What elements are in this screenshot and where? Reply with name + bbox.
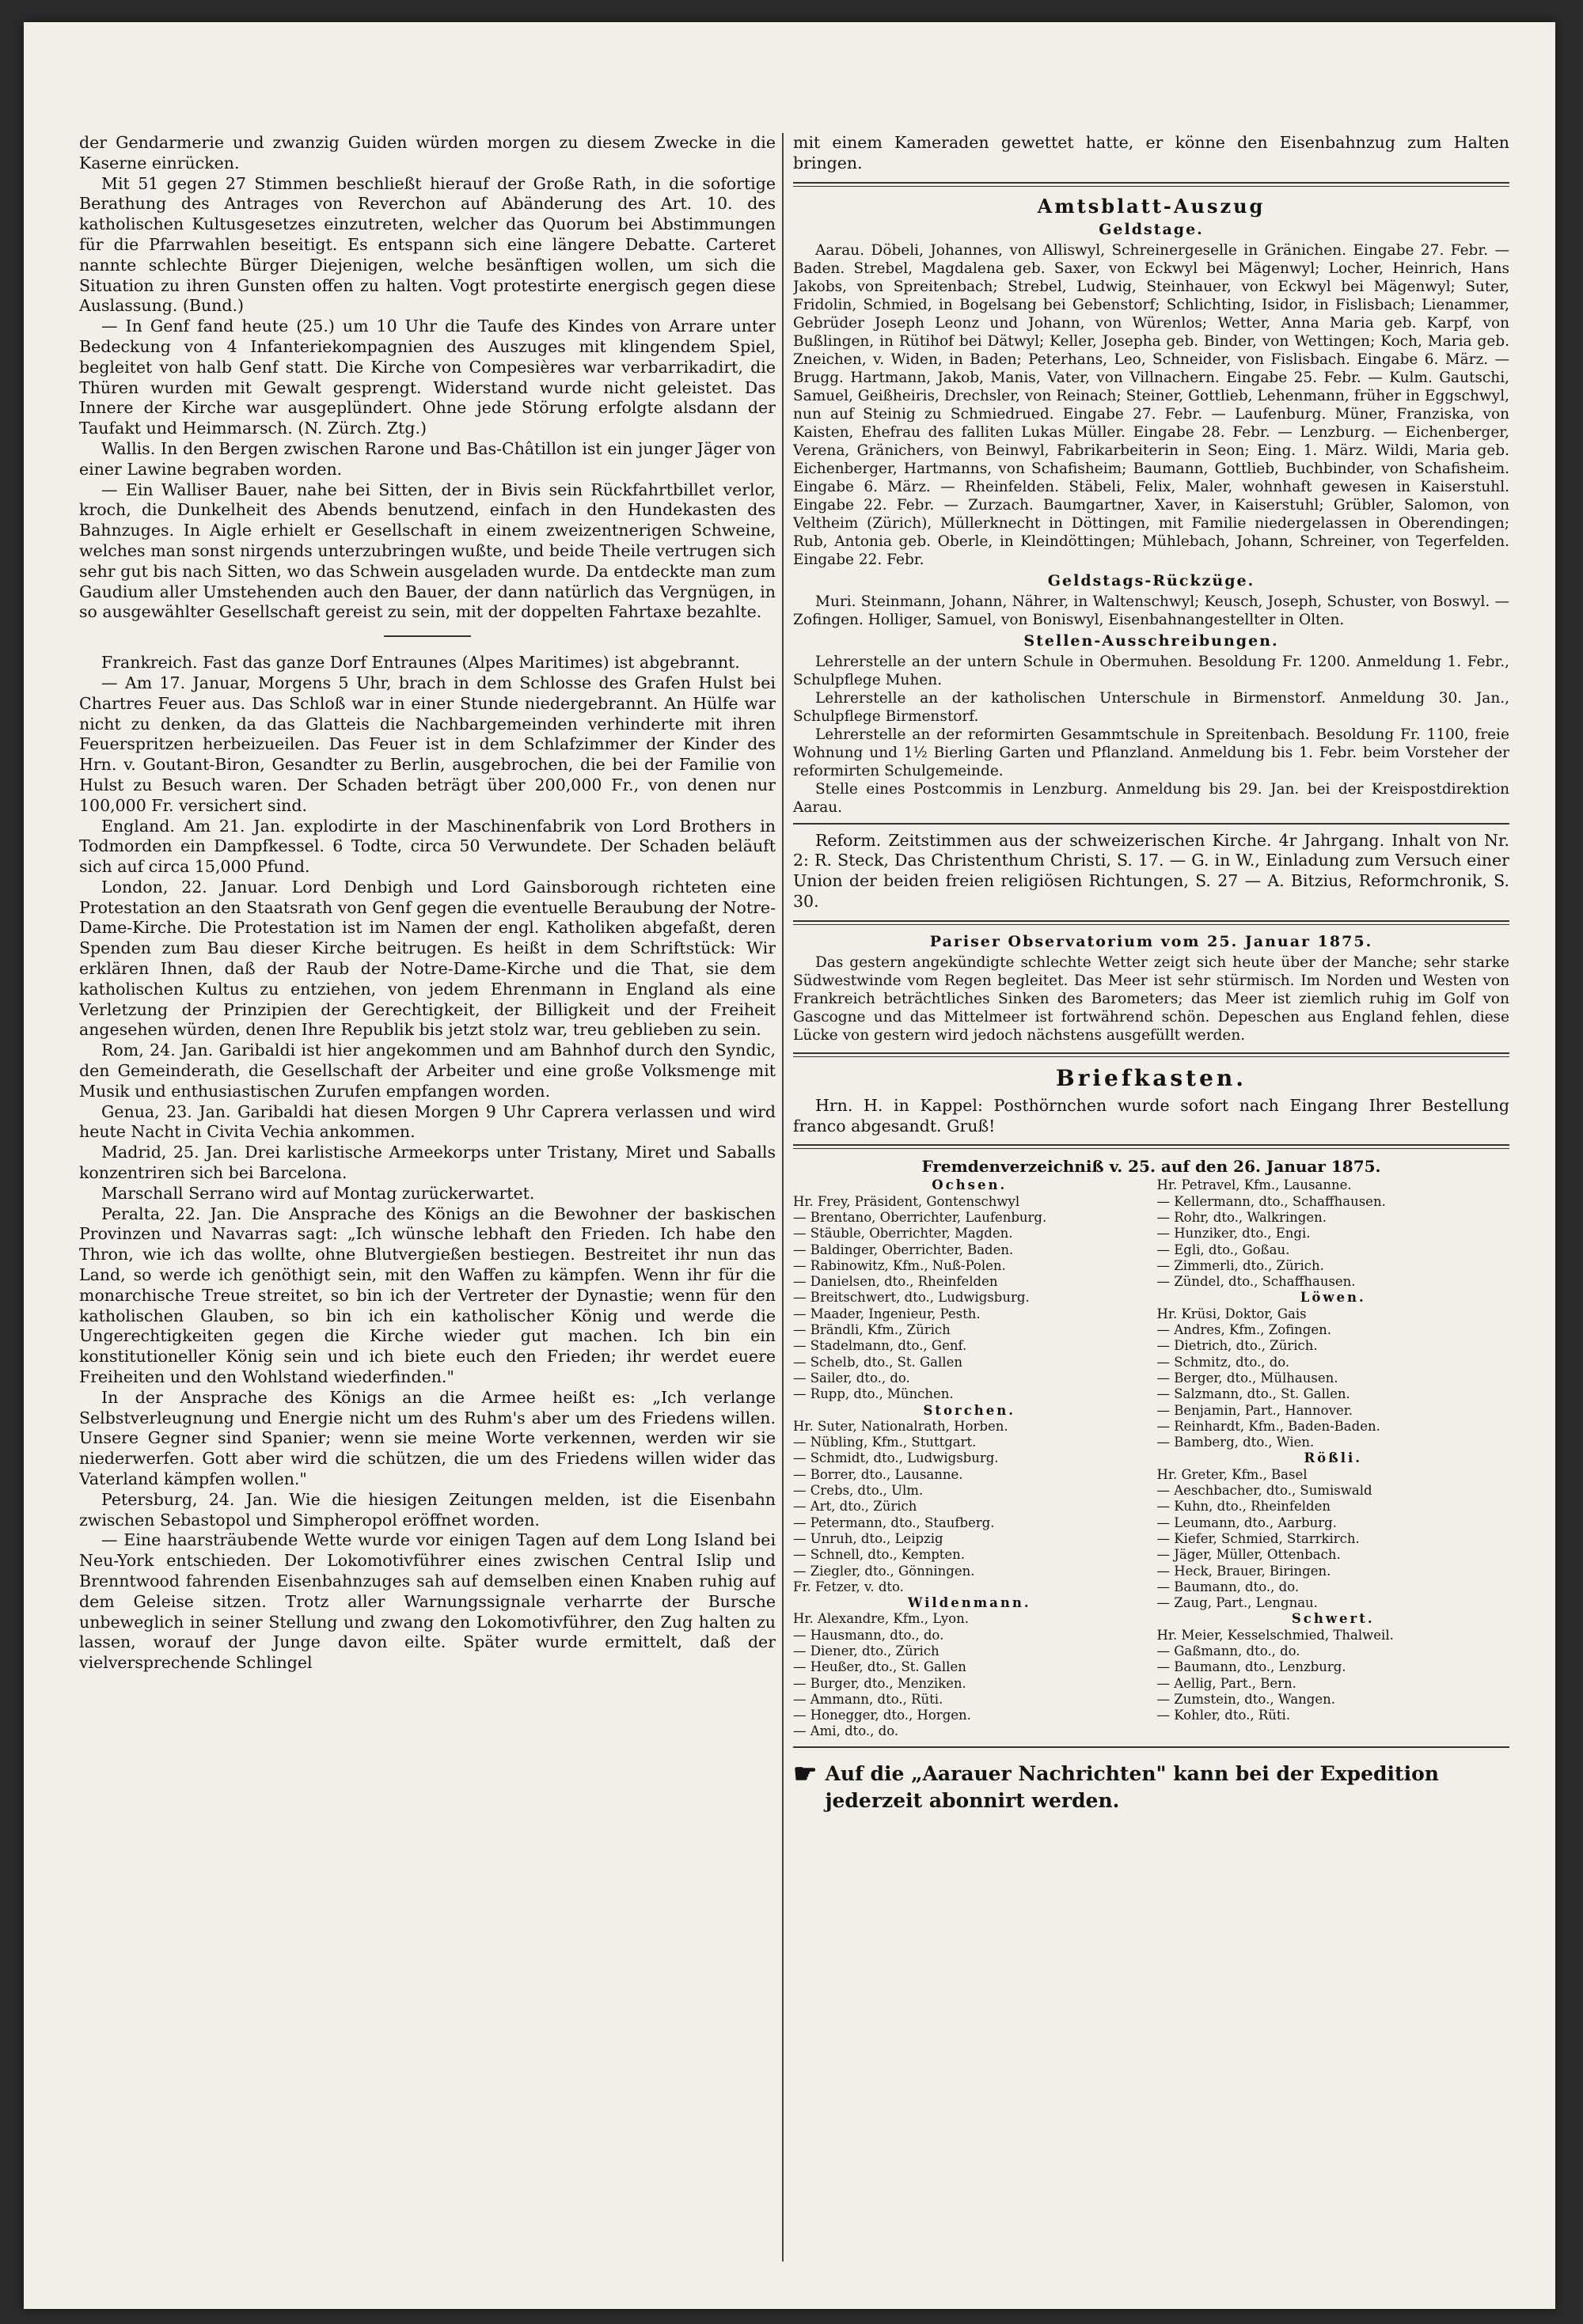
guest-entry: — Stadelmann, dto., Genf. [793, 1338, 967, 1354]
left-column [79, 133, 776, 1674]
guest-entry: — Salzmann, dto., St. Gallen. [1156, 1386, 1350, 1402]
geldstage-text: Aarau. Döbeli, Johannes, von Alliswyl, Schreinergeselle in Gränichen. Eingabe 27. Febr. — Baden. Strebel, Magdalena geb. Saxer, von Eckwyl bei Mägenwyl; Locher, Heinrich, Hans Jakobs, von Spreitenbach; Strebel, Ludwig, Steinhauer, von Eckwyl bei Mägenwyl; Suter, Fridolin, Schmied, in Bogelsang bei Gebenstorf; Schlichting, Isidor, in Fislisbach; Lienammer, Gebrüder Joseph Leonz und Johann, von Würenlos; Wetter, Anna Maria geb. Karpf, von Bußlingen, in Rütihof bei Dätwyl; Keller, Josepha geb. Binder, von Wettingen; Koch, Maria geb. Zneichen, v. Widen, in Baden; Peterhans, Leo, Schneider, von Fislisbach. Eingabe 6. März. — Brugg. Hartmann, Jakob, Manis, Vater, von Villnachern. Eingabe 25. Febr. — Kulm. Gautschi, Samuel, Geißheiris, Drechsler, von Reinach; Steiner, Gottlieb, Lehenmann, früher in Eggschwyl, nun auf Steinig zu Schmiedrued. Eingabe 27. Febr. — Laufenburg. Müner, Franziska, von Kaisten, Ehefrau des falliten Lukas Müller. Eingabe 28. Febr. — Lenzburg. — Eichenberger, Verena, Gränichers, von Beinwyl, Fabrikarbeiterin in Seon; Eing. 1. März. Wildi, Maria geb. Eichenberger, Hartmanns, von Schafisheim; Baumann, Gottlieb, Buchbinder, von Schafisheim. Eingabe 6. März. — Rheinfelden. Stäbeli, Felix, Maler, wohnhaft gewesen in Kaiserstuhl. Eingabe 22. Febr. — Zurzach. Baumgartner, Xaver, in Kaiserstuhl; Grübler, Salomon, von Veltheim (Zürich), Müllerknecht in Döttingen, mit Familie niedergelassen in Oberendingen; Rub, Antonia geb. Oberle, in Kleindöttingen; Mühlebach, Johann, Schreiner, von Tegerfelden. Eingabe 22. Febr. [793, 241, 1509, 568]
pointing-hand-icon: ☛ [793, 1757, 818, 1790]
fremdenverzeichnis-list [793, 1177, 1509, 1739]
guest-entry: — Egli, dto., Goßau. [1156, 1242, 1290, 1257]
guest-entry: — Honegger, dto., Horgen. [793, 1708, 971, 1723]
guest-entry: — Borrer, dto., Lausanne. [793, 1466, 963, 1482]
pariser-heading: Pariser Observatorium vom 25. Januar 1875. [929, 932, 1373, 950]
guest-entry: — Andres, Kfm., Zofingen. [1156, 1322, 1332, 1338]
article-paragraph: der Gendarmerie und zwanzig Guiden würden morgen zu diesem Zwecke in die Kaserne einrücken. [79, 133, 776, 172]
article-paragraph: England. Am 21. Jan. explodirte in der Maschinenfabrik von Lord Brothers in Todmorden ein Dampfkessel. 6 Todte, circa 50 Verwundete. Der Schaden beläuft sich auf circa 15,000 Pfund. [79, 816, 776, 877]
short-separator [384, 635, 471, 637]
guest-entry: — Heußer, dto., St. Gallen [793, 1659, 966, 1675]
frem-column-right [1157, 1177, 1510, 1739]
article-paragraph: Petersburg, 24. Jan. Wie die hiesigen Zeitungen melden, ist die Eisenbahn zwischen Sebastopol und Simpheropol eröffnet worden. [79, 1489, 776, 1530]
guest-entry: — Maader, Ingenieur, Pesth. [793, 1306, 981, 1321]
guest-entry: — Crebs, dto., Ulm. [793, 1483, 924, 1499]
guest-entry: — Hausmann, dto., do. [793, 1627, 944, 1643]
guest-entry: — Burger, dto., Menziken. [793, 1675, 966, 1691]
guest-entry: — Sailer, dto., do. [793, 1370, 910, 1386]
guest-entry: Hr. Greter, Kfm., Basel [1156, 1466, 1308, 1482]
guest-entry: — Baumann, dto., do. [1156, 1579, 1300, 1594]
rule [793, 1746, 1509, 1748]
article-paragraph: In der Ansprache des Königs an die Armee heißt es: „Ich verlange Selbstverleugnung und Energie nicht um des Ruhm's aber um des Friedens willen. Unsere Gegner sind Spanier; wenn sie meine Worte verkennen, werden wir sie niederwerfen. Gott aber wird die schützen, die um des Friedens willen wider das Vaterland kämpfen wollen." [79, 1387, 776, 1488]
stellen-item: Stelle eines Postcommis in Lenzburg. Anmeldung bis 29. Jan. bei der Kreispostdirektion Aarau. [793, 780, 1509, 816]
rueckzuege-text: Muri. Steinmann, Johann, Nährer, in Waltenschwyl; Keusch, Joseph, Schuster, von Boswyl. — Zofingen. Holliger, Samuel, von Boniswyl, Eisenbahnangestellter in Olten. [793, 593, 1509, 628]
article-paragraph: Frankreich. Fast das ganze Dorf Entraunes (Alpes Maritimes) ist abgebrannt. [101, 653, 740, 673]
amtsblatt-heading: Amtsblatt-Auszug [1037, 194, 1266, 218]
guest-entry: — Leumann, dto., Aarburg. [1156, 1515, 1337, 1530]
hotel-name: Schwert. [1291, 1611, 1375, 1627]
guest-entry: — Schnell, dto., Kempten. [793, 1547, 966, 1563]
guest-entry: Hr. Krüsi, Doktor, Gais [1156, 1306, 1307, 1321]
guest-entry: — Reinhardt, Kfm., Baden-Baden. [1156, 1418, 1380, 1434]
article-paragraph: Mit 51 gegen 27 Stimmen beschließt hierauf der Große Rath, in die sofortige Berathung des Antrages von Reverchon auf Abänderung des Art. 10. des katholischen Kultusgesetzes einzutreten, welcher das Quorum bei Abstimmungen für die Pfarrwahlen beseitigt. Es entspann sich eine längere Debatte. Carteret nannte schlechte Bürger Diejenigen, welche besänftigen wollen, um sich die Situation zu ihren Gunsten offen zu halten. Vogt protestirte energisch gegen diese Auslassung. (Bund.) [79, 173, 776, 316]
article-paragraph: Rom, 24. Jan. Garibaldi ist hier angekommen und am Bahnhof durch den Syndic, den Gemeinderath, die Gesellschaft der Arbeiter und eine große Volksmenge mit Musik und enthusiastischen Zurufen empfangen worden. [79, 1041, 776, 1101]
guest-entry: — Aellig, Part., Bern. [1156, 1675, 1296, 1691]
notice-text: Auf die „Aarauer Nachrichten" kann bei der Expedition jederzeit abonnirt werden. [825, 1761, 1439, 1812]
guest-entry: — Gaßmann, dto., do. [1156, 1643, 1300, 1659]
guest-entry: — Kiefer, Schmied, Starrkirch. [1156, 1530, 1360, 1546]
guest-entry: — Art, dto., Zürich [793, 1499, 917, 1515]
briefkasten-text: Hrn. H. in Kappel: Posthörnchen wurde sofort nach Eingang Ihrer Bestellung franco abgesandt. Gruß! [793, 1095, 1509, 1135]
guest-entry: — Kohler, dto., Rüti. [1156, 1708, 1291, 1723]
guest-entry: — Schmitz, dto., do. [1156, 1354, 1290, 1370]
guest-entry: — Brändli, Kfm., Zürich [793, 1322, 951, 1338]
double-rule [793, 920, 1509, 925]
article-paragraph: London, 22. Januar. Lord Denbigh und Lord Gainsborough richteten eine Protestation an den Staatsrath von Genf gegen die eventuelle Beraubung der Notre-Dame-Kirche. Die Protestation ist im Namen der engl. Katholiken abgefaßt, deren Spenden zum Bau dieser Kirche beitrugen. Es heißt in dem Schriftstück: Wir erklären Ihnen, daß der Raub der Notre-Dame-Kirche und die That, sie dem katholischen Kultus zu entziehen, von jedem Ehrenmann in England als eine Verletzung der Prinzipien der Gerechtigkeit, der Billigkeit und der Freiheit angesehen würden, denen Ihre Republik bis jetzt stolz war, treu geblieben zu sein. [79, 877, 776, 1040]
guest-entry: Hr. Suter, Nationalrath, Horben. [793, 1418, 1008, 1434]
right-column [793, 133, 1509, 1814]
guest-entry: Hr. Petravel, Kfm., Lausanne. [1156, 1177, 1352, 1193]
double-rule [793, 1052, 1509, 1057]
stellen-heading: Stellen-Ausschreibungen. [1023, 631, 1279, 650]
double-rule [793, 1144, 1509, 1149]
guest-entry: — Benjamin, Part., Hannover. [1156, 1402, 1353, 1418]
rule [793, 823, 1509, 825]
hotel-name: Rößli. [1304, 1450, 1363, 1466]
guest-entry: — Danielsen, dto., Rheinfelden [793, 1274, 998, 1290]
pariser-text: Das gestern angekündigte schlechte Wetter zeigt sich heute über der Manche; sehr starke Südwestwinde vom Regen begleitet. Das Meer ist sehr stürmisch. Im Norden und Westen von Frankreich beträchtliches Sinken des Barometers; das Meer ist ziemlich ruhig im Golf von Gascogne und das Mittelmeer ist fortwährend schön. Depeschen aus England fehlen, diese Lücke von gestern wird jedoch nächstens ausgefüllt werden. [793, 953, 1509, 1044]
guest-entry: — Bamberg, dto., Wien. [1156, 1435, 1315, 1450]
article-paragraph: Marschall Serrano wird auf Montag zurückerwartet. [101, 1183, 535, 1203]
guest-entry: — Kuhn, dto., Rheinfelden [1156, 1499, 1331, 1515]
article-paragraph: — Am 17. Januar, Morgens 5 Uhr, brach in dem Schlosse des Grafen Hulst bei Chartres Feuer aus. Das Schloß war in einer Stunde niedergebrannt. An Hülfe war nicht zu denken, da das Glatteis die Nachbargemeinden verhinderte mit ihren Feuerspritzen herbeizueilen. Das Feuer ist in dem Schlafzimmer der Kinder des Hrn. v. Goutant-Biron, Gesandter zu Berlin, ausgebrochen, die bei der Familie von Hulst zu Besuch waren. Der Schaden beträgt über 200,000 Fr., von denen nur 100,000 Fr. versichert sind. [79, 673, 776, 815]
guest-entry: — Brentano, Oberrichter, Laufenburg. [793, 1209, 1047, 1225]
guest-entry: — Heck, Brauer, Biringen. [1156, 1563, 1331, 1579]
guest-entry: — Zumstein, dto., Wangen. [1156, 1691, 1335, 1707]
article-paragraph: — Eine haarsträubende Wette wurde vor einigen Tagen auf dem Long Island bei Neu-York entschieden. Der Lokomotivführer eines zwischen Central Islip und Brenntwood fahrenden Eisenbahnzuges sah auf demselben einen Knaben ruhig auf dem Geleise sitzen. Trotz aller Warnungssignale verharrte der Bursche unbeweglich in seiner Stellung und zwang den Lokomotivführer, den Zug halten zu lassen, worauf der Junge davon eilte. Später wurde ermittelt, daß der vielversprechende Schlingel [79, 1530, 776, 1673]
article-paragraph: Peralta, 22. Jan. Die Ansprache des Königs an die Bewohner der baskischen Provinzen und Navarras sagt: „Ich wünsche lebhaft den Frieden. Ich habe den Thron, wie ich das wollte, ohne Blutvergießen bestiegen. Bestreitet ihr nun das Land, so werde ich genöthigt sein, mit den Waffen zu kämpfen. Wenn ihr für die monarchische Treue streitet, so bin ich der Vertreter der Dynastie; wenn für den katholischen Glauben, so bin ich ein katholischer König und werde die Ungerechtigkeiten gegen die Kirche wieder gut machen. Ich bin ein konstitutioneller König sein und ich biete euch den Frieden; ihr werdet euere Freiheiten und den Wohlstand wiederfinden." [79, 1204, 776, 1387]
guest-entry: — Ammann, dto., Rüti. [793, 1691, 943, 1707]
guest-entry: — Ami, dto., do. [793, 1723, 899, 1739]
hotel-name: Löwen. [1300, 1290, 1366, 1306]
guest-entry: Fr. Fetzer, v. dto. [793, 1579, 904, 1594]
guest-entry: Hr. Alexandre, Kfm., Lyon. [793, 1611, 969, 1627]
guest-entry: — Schmidt, dto., Ludwigsburg. [793, 1450, 999, 1466]
continued-paragraph: mit einem Kameraden gewettet hatte, er könne den Eisenbahnzug zum Halten bringen. [793, 133, 1509, 172]
guest-entry: — Kellermann, dto., Schaffhausen. [1156, 1193, 1386, 1209]
article-paragraph: — In Genf fand heute (25.) um 10 Uhr die Taufe des Kindes von Arrare unter Bedeckung von 4 Infanteriekompagnien des Auszuges mit klingendem Spiel, begleitet von halb Genf statt. Die Kirche von Compesières war verbarrikadirt, die Thüren wurden mit Gewalt gesprengt. Widerstand wurde nicht geleistet. Das Innere der Kirche war ausgeplündert. Ohne jede Störung erfolgte alsdann der Taufakt und Heimmarsch. (N. Zürch. Ztg.) [79, 317, 776, 438]
guest-entry: — Dietrich, dto., Zürich. [1156, 1338, 1318, 1354]
guest-entry: — Zündel, dto., Schaffhausen. [1156, 1274, 1356, 1290]
article-paragraph: — Ein Walliser Bauer, nahe bei Sitten, der in Bivis sein Rückfahrtbillet verlor, kroch, die Dunkelheit des Abends benutzend, einfach in den Hundekasten des Bahnzuges. In Aigle erhielt er Gesellschaft in einem zweizentnerigen Schweine, welches man sonst nirgends unterzubringen wußte, und beide Theile vertrugen sich sehr gut bis nach Sitten, wo das Schwein ausgeladen wurde. Da entdeckte man zum Gaudium aller Umstehenden auch den Bauer, der dann natürlich das Vergnügen, in so ausgewählter Gesellschaft gereist zu sein, mit der doppelten Fahrtaxe bezahlte. [79, 480, 776, 622]
guest-entry: — Petermann, dto., Staufberg. [793, 1515, 995, 1530]
guest-entry: Hr. Frey, Präsident, Gontenschwyl [793, 1193, 1020, 1209]
guest-entry: Hr. Meier, Kesselschmied, Thalweil. [1156, 1627, 1394, 1643]
stellen-item: Lehrerstelle an der untern Schule in Obermuhen. Besoldung Fr. 1200. Anmeldung 1. Febr., Schulpflege Muhen. [793, 653, 1509, 688]
guest-entry: — Rabinowitz, Kfm., Nuß-Polen. [793, 1257, 1006, 1273]
hotel-name: Storchen. [923, 1402, 1016, 1418]
geldstage-heading: Geldstage. [1099, 220, 1204, 238]
stellen-item: Lehrerstelle an der reformirten Gesammtschule in Spreitenbach. Besoldung Fr. 1100, freie Wohnung und 1½ Bierling Garten und Pflanzland. Anmeldung bis 1. Febr. beim Vorsteher der reformirten Schulgemeinde. [793, 726, 1509, 779]
stellen-list [793, 653, 1509, 817]
guest-entry: — Jäger, Müller, Ottenbach. [1156, 1547, 1341, 1563]
guest-entry: — Aeschbacher, dto., Sumiswald [1156, 1483, 1372, 1499]
guest-entry: — Nübling, Kfm., Stuttgart. [793, 1435, 977, 1450]
guest-entry: — Ziegler, dto., Gönningen. [793, 1563, 975, 1579]
guest-entry: — Rohr, dto., Walkringen. [1156, 1209, 1327, 1225]
fremdenverzeichnis-heading: Fremdenverzeichniß v. 25. auf den 26. Januar 1875. [921, 1157, 1381, 1177]
guest-entry: — Baldinger, Oberrichter, Baden. [793, 1242, 1014, 1257]
stellen-item: Lehrerstelle an der katholischen Unterschule in Birmenstorf. Anmeldung 30. Jan., Schulpflege Birmenstorf. [793, 689, 1509, 725]
article-paragraph: Madrid, 25. Jan. Drei karlistische Armeekorps unter Tristany, Miret und Saballs konzentriren sich bei Barcelona. [79, 1143, 776, 1183]
rueckzuege-heading: Geldstags-Rückzüge. [1047, 571, 1255, 590]
hotel-name: Ochsen. [932, 1177, 1008, 1193]
guest-entry: — Diener, dto., Zürich [793, 1643, 940, 1659]
hotel-name: Wildenmann. [907, 1595, 1031, 1611]
briefkasten-heading: Briefkasten. [1055, 1064, 1247, 1091]
guest-entry: — Baumann, dto., Lenzburg. [1156, 1659, 1346, 1675]
frem-column-left [793, 1177, 1146, 1739]
guest-entry: — Breitschwert, dto., Ludwigsburg. [793, 1290, 1030, 1306]
guest-entry: — Schelb, dto., St. Gallen [793, 1354, 962, 1370]
guest-entry: — Stäuble, Oberrichter, Magden. [793, 1226, 1013, 1242]
newspaper-page [24, 22, 1555, 2309]
guest-entry: — Unruh, dto., Leipzig [793, 1530, 943, 1546]
article-paragraph: Wallis. In den Bergen zwischen Rarone und Bas-Châtillon ist ein junger Jäger von einer Lawine begraben worden. [79, 438, 776, 479]
article-paragraph: Genua, 23. Jan. Garibaldi hat diesen Morgen 9 Uhr Caprera verlassen und wird heute Nacht in Civita Vechia ankommen. [79, 1101, 776, 1142]
column-divider [782, 133, 784, 2261]
double-rule [793, 182, 1509, 187]
guest-entry: — Hunziker, dto., Engi. [1156, 1226, 1311, 1242]
subscription-notice [793, 1757, 1509, 1814]
guest-entry: — Rupp, dto., München. [793, 1386, 954, 1402]
reform-notice: Reform. Zeitstimmen aus der schweizerischen Kirche. 4r Jahrgang. Inhalt von Nr. 2: R. Steck, Das Christenthum Christi, S. 17. — G. in W., Einladung zum Versuch einer Union der beiden freien religiösen Richtungen, S. 27 — A. Bitzius, Reformchronik, S. 30. [793, 830, 1509, 911]
guest-entry: — Berger, dto., Mülhausen. [1156, 1370, 1338, 1386]
guest-entry: — Zaug, Part., Lengnau. [1156, 1595, 1318, 1611]
guest-entry: — Zimmerli, dto., Zürich. [1156, 1257, 1324, 1273]
